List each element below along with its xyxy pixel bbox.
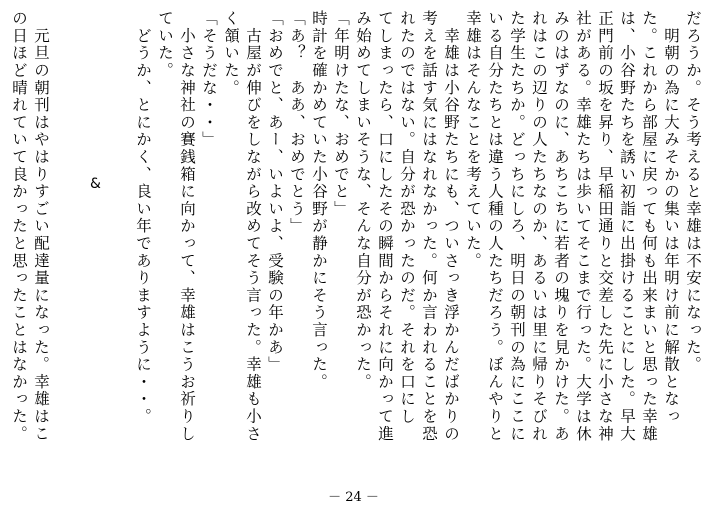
section-break-mark: &	[90, 176, 101, 192]
text-column-30: の日ほど晴れていて良かったと思ったことはなかった。	[10, 10, 28, 443]
text-column-8: れはこの辺りの人たちなのか、あるいは里に帰りそびれ	[530, 10, 548, 443]
text-column-26: どうか、とにかく、良い年でありますように・・。	[134, 10, 152, 426]
text-column-7: みのはずなのに、あちこちに若者の塊りを見かけた。あ	[552, 10, 570, 443]
text-column-24: 小さな神社の賽銭箱に向かって、幸雄はこうお祈りし	[178, 10, 196, 443]
text-column-20: 「おめでと、あー、いよいよ、受験の年かあ」	[266, 10, 284, 374]
text-column-27	[110, 10, 132, 470]
text-column-11: 幸雄はそんなことを考えていた。	[464, 10, 482, 270]
text-column-19: 「あ？ ああ、おめでとう」	[288, 10, 306, 235]
text-column-28	[88, 10, 110, 470]
text-column-3: た。これから部屋に戻っても何も出来まいと思った幸雄	[640, 10, 658, 443]
text-column-12: 幸雄は小谷野たちにも、ついさっき浮かんだばかりの	[442, 10, 460, 443]
text-column-17: 「年明けたな、おめでと」	[332, 10, 350, 218]
text-column-5: 正門前の坂を昇り、早稲田通りと交差した先に小さな神	[596, 10, 614, 443]
text-column-22: く頷いた。	[222, 10, 240, 97]
text-column-9: た学生たちか。どっちにしろ、明日の朝刊の為にここに	[508, 10, 526, 443]
text-column-13: 考えを話す気にはなれなかった。何か言われることを恐	[420, 10, 438, 443]
text-column-16: み始めてしまいそうな、そんな自分が恐かった。	[354, 10, 372, 391]
page-number: － 24 －	[328, 490, 379, 505]
text-column-15: てしまったら、口にしたその瞬間からそれに向かって進	[376, 10, 394, 443]
text-column-23: 「そうだな・・」	[200, 10, 218, 149]
text-column-29: 元旦の朝刊はやはりすごい配達量になった。幸雄はこ	[32, 10, 50, 443]
text-column-1: だろうか。そう考えると幸雄は不安になった。	[684, 10, 702, 374]
text-column-21: 古屋が伸びをしながら改めてそう言った。幸雄も小さ	[244, 10, 262, 443]
text-column-25: ていた。	[156, 10, 174, 80]
text-column-4: は、小谷野たちを誘い初詣に出掛けることにした。早大	[618, 10, 636, 443]
text-column-6: 社がある。幸雄たちは歩いてそこまで行った。大学は休	[574, 10, 592, 443]
text-column-14: れたのではない。自分が恐かったのだ。それを口にし	[398, 10, 416, 426]
text-column-18: 時計を確かめていた小谷野が静かにそう言った。	[310, 10, 328, 391]
text-column-2: 明朝の為に大みそかの集いは年明け前に解散となっ	[662, 10, 680, 426]
text-column-10: いる自分たちとは違う人種の人たちだろう。ぼんやりと	[486, 10, 504, 443]
